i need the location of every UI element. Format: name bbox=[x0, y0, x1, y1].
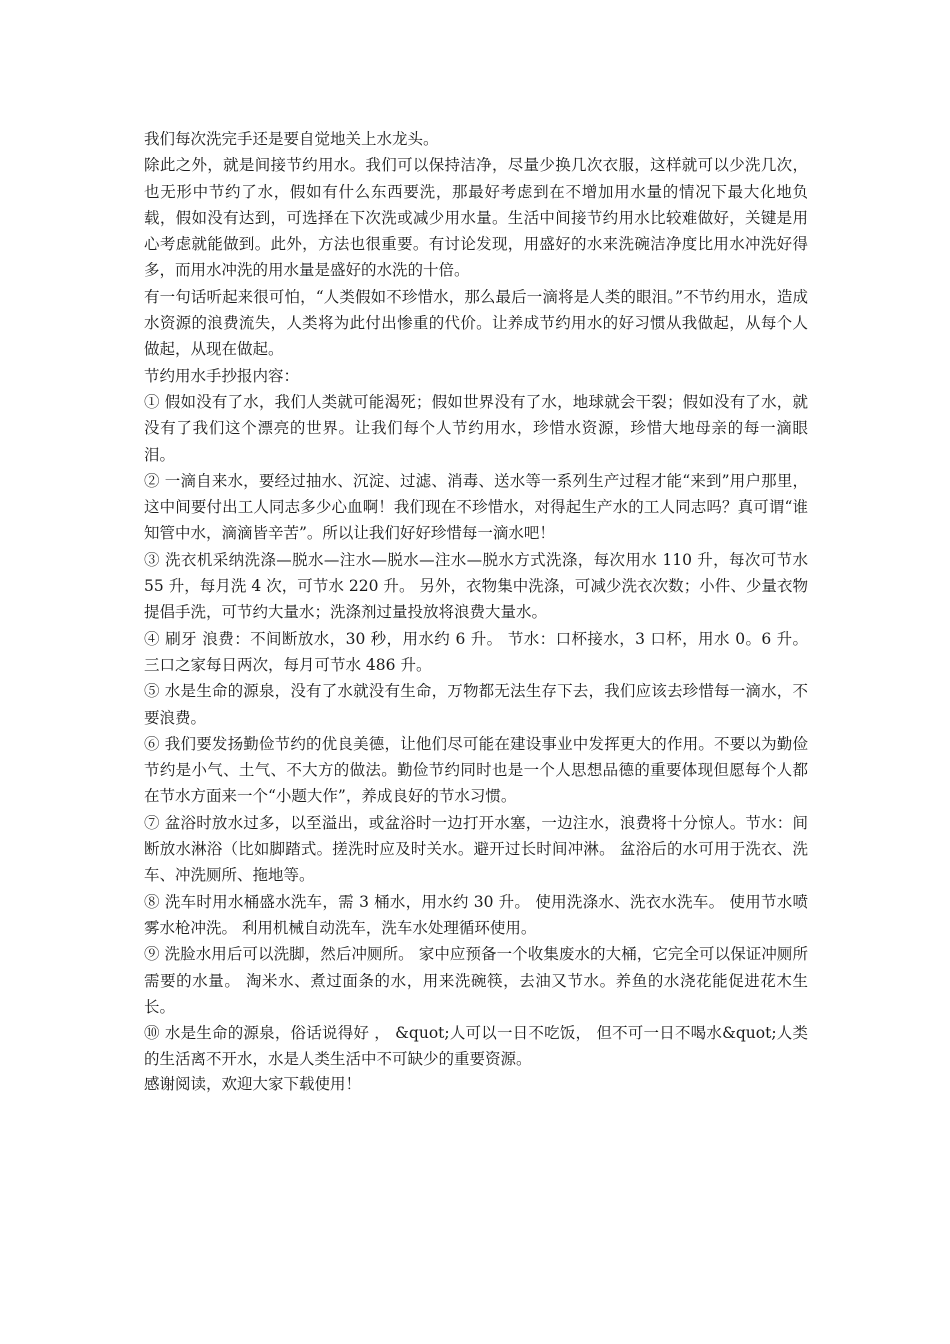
closing-note: 感谢阅读，欢迎大家下载使用！ bbox=[144, 1075, 362, 1093]
list-item-6: ⑥ 我们要发扬勤俭节约的优良美德，让他们尽可能在建设事业中发挥更大的作用。不要以为勤俭节约是小气、土气、不大方的做法。勤俭节约同时也是一个人思想品德的重要体现但愿每个人都在节水方面来一个“小题大作”，养成良好的节水习惯。 bbox=[144, 734, 808, 806]
list-item-4: ④ 刷牙 浪费：不间断放水，30 秒，用水约 6 升。 节水：口杯接水，3 口杯，用水 0。6 升。 三口之家每日两次，每月可节水 486 升。 bbox=[144, 629, 808, 674]
paragraph-intro-end: 我们每次洗完手还是要自觉地关上水龙头。 bbox=[144, 130, 439, 148]
document-body bbox=[144, 126, 808, 1073]
list-item-10: ⑩ 水是生命的源泉，俗话说得好 ， &quot;人可以一日不吃饭， 但不可一日不喝水&quot;人类的生活离不开水，水是人类生活中不可缺少的重要资源。 bbox=[144, 1024, 808, 1069]
list-item-3: ③ 洗衣机采纳洗涤—脱水—注水—脱水—注水—脱水方式洗涤，每次用水 110 升，每次可节水 55 升，每月洗 4 次，可节水 220 升。 另外，衣物集中洗涤，可减少洗衣次数；小件、少量衣物提倡手洗，可节约大量水；洗涤剂过量投放将浪费大量水。 bbox=[144, 550, 808, 622]
paragraph-indirect-saving: 除此之外，就是间接节约用水。我们可以保持洁净，尽量少换几次衣服，这样就可以少洗几次，也无形中节约了水，假如有什么东西要洗，那最好考虑到在不增加用水量的情况下最大化地负载，假如没有达到，可选择在下次洗或减少用水量。生活中间接节约用水比较难做好，关键是用心考虑就能做到。此外，方法也很重要。有讨论发现，用盛好的水来洗碗洁净度比用水冲洗好得多，而用水冲洗的用水量是盛好的水洗的十倍。 bbox=[144, 156, 808, 280]
list-item-1: ① 假如没有了水，我们人类就可能渴死；假如世界没有了水，地球就会干裂；假如没有了水，就没有了我们这个漂亮的世界。让我们每个人节约用水，珍惜水资源，珍惜大地母亲的每一滴眼泪。 bbox=[144, 392, 808, 464]
list-item-7: ⑦ 盆浴时放水过多，以至溢出，或盆浴时一边打开水塞，一边注水，浪费将十分惊人。节水：间断放水淋浴（比如脚踏式。搓洗时应及时关水。避开过长时间冲淋。 盆浴后的水可用于洗衣、洗车、冲洗厕所、拖地等。 bbox=[144, 813, 808, 885]
list-item-9: ⑨ 洗脸水用后可以洗脚，然后冲厕所。 家中应预备一个收集废水的大桶，它完全可以保证冲厕所需要的水量。 淘米水、煮过面条的水，用来洗碗筷，去油又节水。养鱼的水浇花能促进花木生长。 bbox=[144, 945, 808, 1016]
list-item-5: ⑤ 水是生命的源泉，没有了水就没有生命，万物都无法生存下去，我们应该去珍惜每一滴水，不要浪费。 bbox=[144, 682, 808, 727]
section-heading: 节约用水手抄报内容： bbox=[144, 366, 300, 385]
paragraph-quote: 有一句话听起来很可怕，“人类假如不珍惜水，那么最后一滴将是人类的眼泪。”不节约用水，造成水资源的浪费流失，人类将为此付出惨重的代价。让养成节约用水的好习惯从我做起，从每个人做起，从现在做起。 bbox=[144, 287, 808, 359]
list-item-2: ② 一滴自来水，要经过抽水、沉淀、过滤、消毒、送水等一系列生产过程才能“来到”用户那里，这中间要付出工人同志多少心血啊！我们现在不珍惜水，对得起生产水的工人同志吗？真可谓“谁知管中水，滴滴皆辛苦”。所以让我们好好珍惜每一滴水吧！ bbox=[144, 471, 808, 543]
list-item-8: ⑧ 洗车时用水桶盛水洗车，需 3 桶水，用水约 30 升。 使用洗涤水、洗衣水洗车。 使用节水喷雾水枪冲洗。 利用机械自动洗车，洗车水处理循环使用。 bbox=[144, 892, 808, 937]
